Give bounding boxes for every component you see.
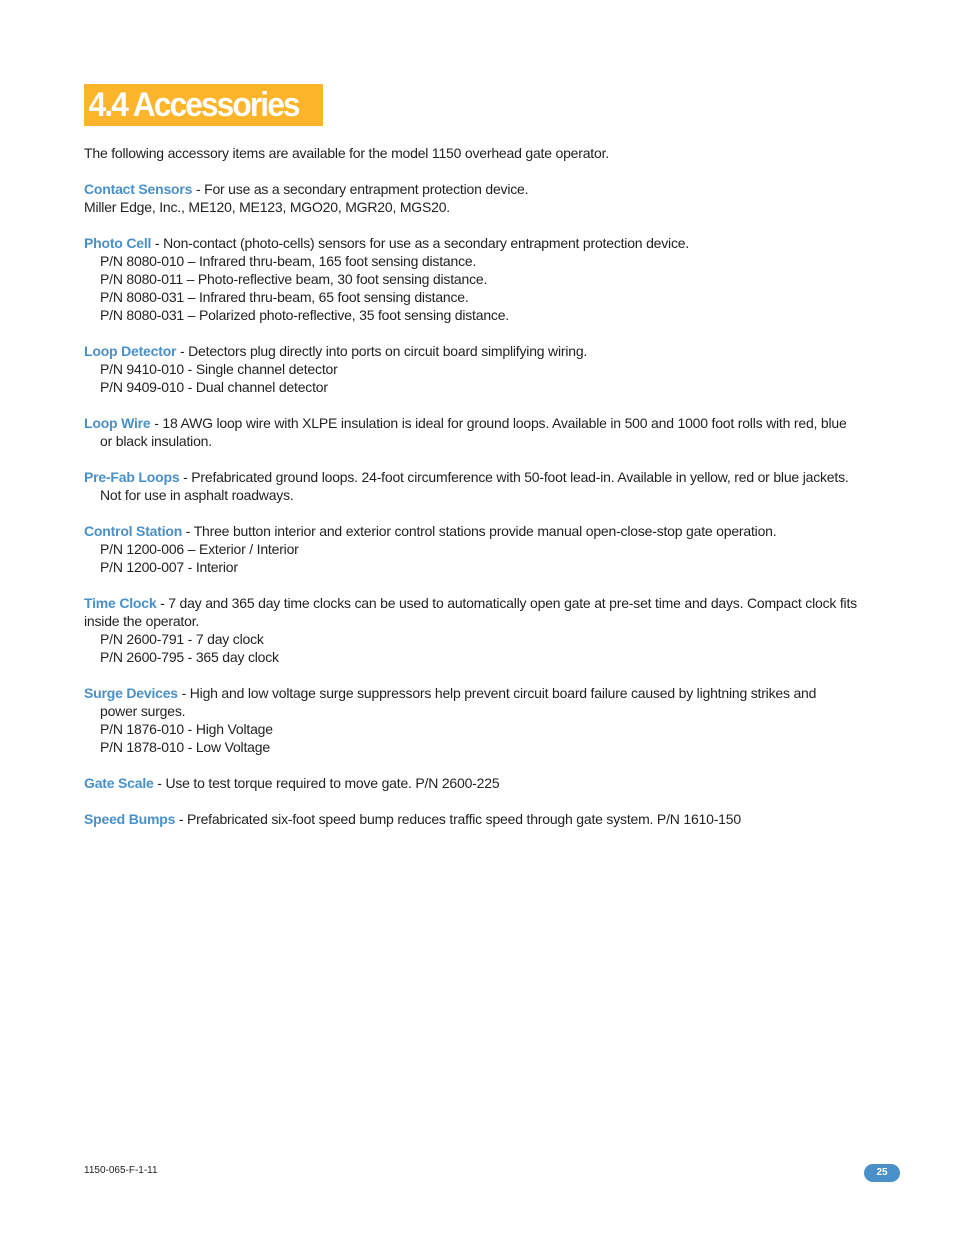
- part-number: P/N 9409-010 - Dual channel detector: [100, 379, 328, 395]
- accessory-heading: [84, 810, 876, 828]
- accessory-term: Contact Sensors: [84, 181, 193, 197]
- part-number: P/N 8080-010 – Infrared thru-beam, 165 foot sensing distance.: [100, 253, 477, 269]
- accessory-loop-wire: [84, 414, 876, 450]
- accessory-continuation: or black insulation.: [100, 433, 212, 449]
- accessory-heading: [84, 522, 876, 540]
- accessory-term: Photo Cell: [84, 235, 152, 251]
- document-body: [84, 144, 876, 846]
- accessory-gate-scale: [84, 774, 876, 792]
- document-code: 1150-065-F-1-11: [84, 1165, 158, 1176]
- accessory-description: - 7 day and 365 day time clocks can be used to automatically open gate at pre-set time and days. Compact clock fits: [156, 595, 857, 611]
- accessory-time-clock: [84, 594, 876, 666]
- accessory-term: Loop Detector: [84, 343, 177, 359]
- accessory-speed-bumps: [84, 810, 876, 828]
- accessory-term: Time Clock: [84, 595, 157, 611]
- part-number: P/N 1878-010 - Low Voltage: [100, 739, 270, 755]
- accessory-term: Speed Bumps: [84, 811, 176, 827]
- part-number: P/N 9410-010 - Single channel detector: [100, 361, 338, 377]
- accessory-surge-devices: [84, 684, 876, 756]
- accessory-heading: [84, 414, 876, 432]
- accessory-heading: [84, 180, 876, 198]
- intro-paragraph: The following accessory items are available for the model 1150 overhead gate operator.: [84, 145, 609, 161]
- accessory-term: Control Station: [84, 523, 183, 539]
- accessory-description: - 18 AWG loop wire with XLPE insulation is ideal for ground loops. Available in 500 and 1000 foot rolls with red, blue: [150, 415, 847, 431]
- accessory-term: Surge Devices: [84, 685, 178, 701]
- accessory-control-station: [84, 522, 876, 576]
- accessory-pre-fab-loops: [84, 468, 876, 504]
- accessory-continuation: power surges.: [100, 703, 186, 719]
- accessory-description: - Prefabricated ground loops. 24-foot circumference with 50-foot lead-in. Available in yellow, red or blue jackets.: [179, 469, 849, 485]
- accessory-heading: [84, 774, 876, 792]
- accessory-heading: [84, 684, 876, 702]
- part-number: P/N 8080-011 – Photo-reflective beam, 30 foot sensing distance.: [100, 271, 488, 287]
- part-number: P/N 2600-791 - 7 day clock: [100, 631, 264, 647]
- section-title: 4.4 Accessories: [88, 86, 299, 124]
- part-number: P/N 1876-010 - High Voltage: [100, 721, 273, 737]
- accessory-description: - Use to test torque required to move gate. P/N 2600-225: [153, 775, 500, 791]
- part-number: P/N 1200-007 - Interior: [100, 559, 238, 575]
- accessory-term: Loop Wire: [84, 415, 151, 431]
- part-number: P/N 8080-031 – Infrared thru-beam, 65 foot sensing distance.: [100, 289, 469, 305]
- part-number: P/N 2600-795 - 365 day clock: [100, 649, 279, 665]
- accessory-contact-sensors: [84, 180, 876, 216]
- section-title-banner: [84, 84, 323, 126]
- accessory-heading: [84, 342, 876, 360]
- accessory-description: - Detectors plug directly into ports on circuit board simplifying wiring.: [176, 343, 588, 359]
- accessory-description: - For use as a secondary entrapment protection device.: [192, 181, 529, 197]
- accessory-term: Gate Scale: [84, 775, 154, 791]
- accessory-continuation: Miller Edge, Inc., ME120, ME123, MGO20, MGR20, MGS20.: [84, 199, 450, 215]
- accessory-term: Pre-Fab Loops: [84, 469, 180, 485]
- accessory-loop-detector: [84, 342, 876, 396]
- accessory-description: - High and low voltage surge suppressors help prevent circuit board failure caused by lightning strikes and: [177, 685, 817, 701]
- accessory-heading: [84, 234, 876, 252]
- accessory-continuation: Not for use in asphalt roadways.: [100, 487, 294, 503]
- page-number-badge: 25: [864, 1164, 900, 1182]
- accessory-continuation: inside the operator.: [84, 613, 200, 629]
- accessory-heading: [84, 594, 876, 612]
- accessory-description: - Three button interior and exterior control stations provide manual open-close-stop gate operation.: [182, 523, 777, 539]
- accessory-photo-cell: [84, 234, 876, 324]
- accessory-description: - Prefabricated six-foot speed bump reduces traffic speed through gate system. P/N 1610-150: [175, 811, 741, 827]
- accessory-description: - Non-contact (photo-cells) sensors for use as a secondary entrapment protection device.: [151, 235, 690, 251]
- part-number: P/N 1200-006 – Exterior / Interior: [100, 541, 299, 557]
- part-number: P/N 8080-031 – Polarized photo-reflective, 35 foot sensing distance.: [100, 307, 509, 323]
- accessory-heading: [84, 468, 876, 486]
